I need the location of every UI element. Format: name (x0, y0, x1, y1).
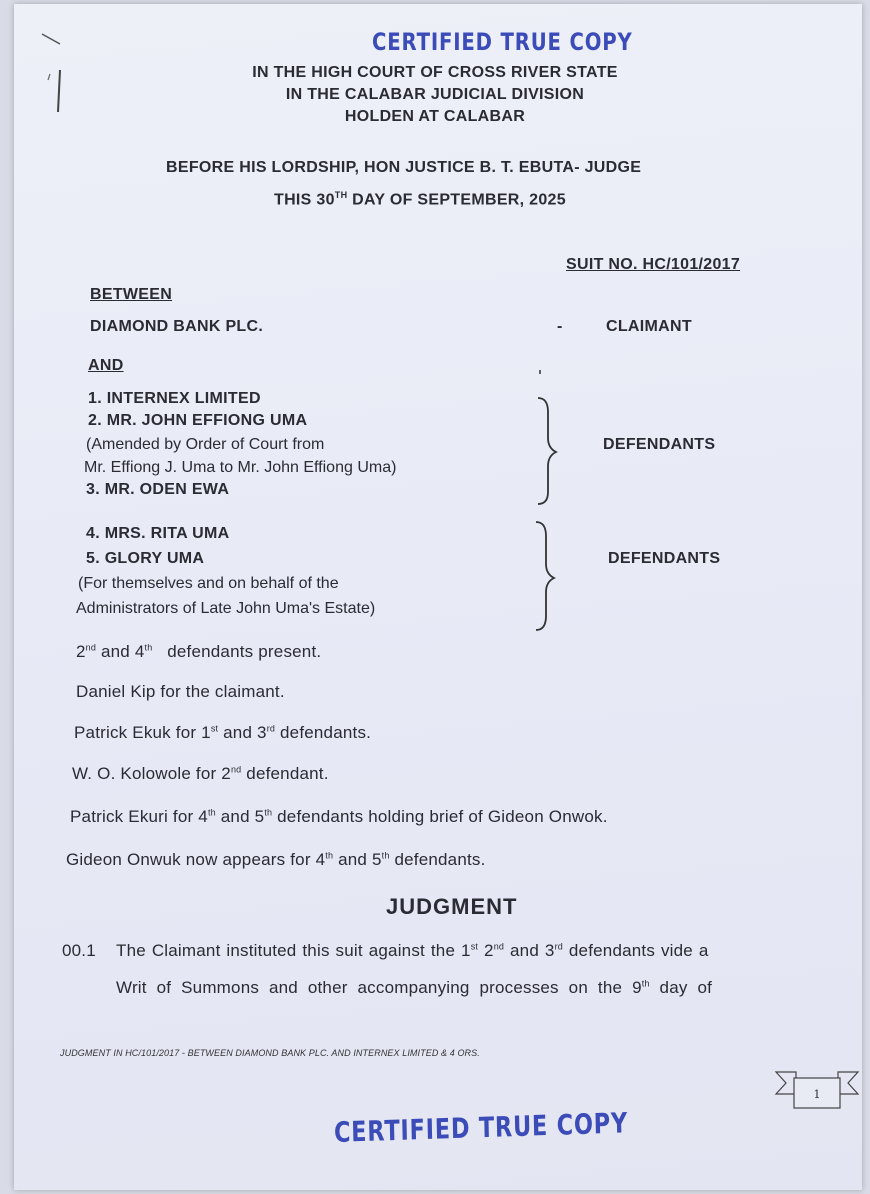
party-dash: - (557, 318, 563, 335)
suit-number: SUIT NO. HC/101/2017 (566, 256, 741, 273)
footer-caption: JUDGMENT IN HC/101/2017 - BETWEEN DIAMOND BANK PLC. AND INTERNEX LIMITED & 4 ORS. (60, 1048, 480, 1058)
amendment-note-2: Mr. Effiong J. Uma to Mr. John Effiong Uma) (84, 459, 397, 476)
judgment-line-1: The Claimant instituted this suit against the 1st 2nd and 3rd defendants vide a (116, 941, 709, 960)
appearance-2-defendant: W. O. Kolowole for 2nd defendant. (72, 764, 329, 783)
before-judge: BEFORE HIS LORDSHIP, HON JUSTICE B. T. EBUTA- JUDGE (166, 159, 642, 176)
defendants-label-1: DEFENDANTS (603, 436, 716, 453)
certified-stamp-top: CERTIFIED TRUE COPY (372, 28, 633, 56)
defendant-2: 2. MR. JOHN EFFIONG UMA (88, 412, 308, 429)
brace-group-2-icon (530, 520, 560, 634)
page-number: 1 (813, 1088, 821, 1101)
claimant-label: CLAIMANT (606, 318, 692, 335)
defendant-1: 1. INTERNEX LIMITED (88, 390, 261, 407)
defendant-3: 3. MR. ODEN EWA (86, 481, 230, 498)
claimant-name: DIAMOND BANK PLC. (90, 318, 264, 335)
defendants-label-2: DEFENDANTS (608, 550, 721, 567)
appearance-4-5-brief: Patrick Ekuri for 4th and 5th defendants holding brief of Gideon Onwok. (70, 807, 608, 826)
holden-at: HOLDEN AT CALABAR (344, 108, 526, 125)
appearance-claimant: Daniel Kip for the claimant. (76, 682, 285, 701)
judgment-heading: JUDGMENT (386, 894, 518, 919)
paragraph-number: 00.1 (62, 941, 96, 960)
estate-note-1: (For themselves and on behalf of the (78, 575, 339, 592)
brace-group-1-icon (530, 368, 560, 510)
court-name: IN THE HIGH COURT OF CROSS RIVER STATE (252, 64, 618, 81)
appearance-4-5-defendants: Gideon Onwuk now appears for 4th and 5th defendants. (66, 850, 486, 869)
appearance-1-3-defendants: Patrick Ekuk for 1st and 3rd defendants. (74, 723, 372, 742)
defendant-5: 5. GLORY UMA (86, 550, 205, 567)
appearance-present: 2nd and 4th defendants present. (76, 642, 322, 661)
certified-stamp-bottom: CERTIFIED TRUE COPY (333, 1106, 629, 1149)
and-label: AND (88, 357, 124, 374)
defendant-4: 4. MRS. RITA UMA (86, 525, 230, 542)
judgment-line-2: Writ of Summons and other accompanying processes on the 9th day of (116, 978, 713, 997)
amendment-note-1: (Amended by Order of Court from (86, 436, 325, 453)
judgment-date: THIS 30TH DAY OF SEPTEMBER, 2025 (274, 190, 566, 209)
estate-note-2: Administrators of Late John Uma's Estate) (76, 600, 376, 617)
judicial-division: IN THE CALABAR JUDICIAL DIVISION (285, 86, 585, 103)
between-label: BETWEEN (90, 286, 173, 303)
